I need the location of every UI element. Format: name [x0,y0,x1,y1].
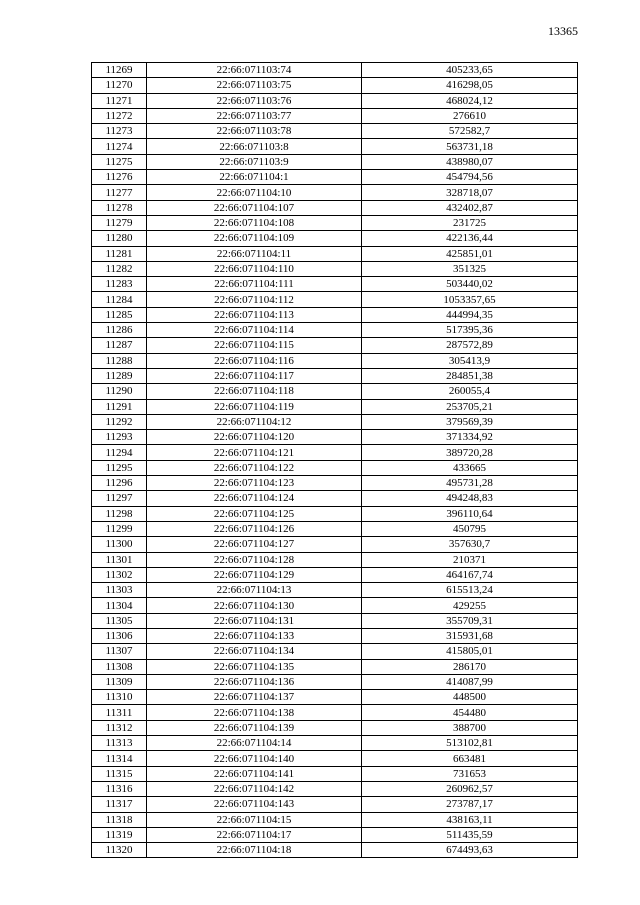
cadastral-value-cell: 351325 [362,261,578,276]
cadastral-value-cell: 287572,89 [362,338,578,353]
table-row [92,506,578,521]
row-number-cell: 11270 [92,78,147,93]
row-number-cell: 11315 [92,766,147,781]
row-number-cell: 11295 [92,460,147,475]
row-number-cell: 11269 [92,63,147,78]
table-row [92,812,578,827]
row-number-cell: 11305 [92,613,147,628]
cadastral-number-cell: 22:66:071103:74 [147,63,362,78]
cadastral-value-cell: 328718,07 [362,185,578,200]
row-number-cell: 11292 [92,414,147,429]
table-row [92,323,578,338]
cadastral-value-cell: 388700 [362,720,578,735]
cadastral-number-cell: 22:66:071104:135 [147,659,362,674]
row-number-cell: 11285 [92,307,147,322]
cadastral-value-cell: 503440,02 [362,277,578,292]
cadastral-number-cell: 22:66:071104:130 [147,598,362,613]
table-row [92,537,578,552]
cadastral-value-cell: 357630,7 [362,537,578,552]
table-row [92,215,578,230]
row-number-cell: 11281 [92,246,147,261]
table-row [92,720,578,735]
cadastral-value-cell: 210371 [362,552,578,567]
cadastral-value-cell: 432402,87 [362,200,578,215]
cadastral-number-cell: 22:66:071104:136 [147,674,362,689]
cadastral-value-cell: 371334,92 [362,430,578,445]
table-row [92,843,578,858]
cadastral-number-cell: 22:66:071104:114 [147,323,362,338]
cadastral-number-cell: 22:66:071104:112 [147,292,362,307]
row-number-cell: 11314 [92,751,147,766]
table-row [92,628,578,643]
table-row [92,231,578,246]
cadastral-value-cell: 433665 [362,460,578,475]
row-number-cell: 11291 [92,399,147,414]
cadastral-number-cell: 22:66:071104:140 [147,751,362,766]
cadastral-value-cell: 1053357,65 [362,292,578,307]
cadastral-value-cell: 468024,12 [362,93,578,108]
row-number-cell: 11317 [92,797,147,812]
cadastral-value-cell: 260962,57 [362,781,578,796]
table-row [92,827,578,842]
cadastral-value-cell: 260055,4 [362,384,578,399]
cadastral-value-cell: 454794,56 [362,170,578,185]
row-number-cell: 11299 [92,521,147,536]
cadastral-number-cell: 22:66:071103:8 [147,139,362,154]
table-row [92,261,578,276]
cadastral-number-cell: 22:66:071104:11 [147,246,362,261]
cadastral-value-cell: 450795 [362,521,578,536]
table-row [92,598,578,613]
table-row [92,93,578,108]
cadastral-value-cell: 494248,83 [362,491,578,506]
cadastral-number-cell: 22:66:071103:76 [147,93,362,108]
row-number-cell: 11283 [92,277,147,292]
row-number-cell: 11280 [92,231,147,246]
table-row [92,246,578,261]
row-number-cell: 11300 [92,537,147,552]
cadastral-number-cell: 22:66:071104:117 [147,368,362,383]
cadastral-number-cell: 22:66:071104:128 [147,552,362,567]
table-row [92,613,578,628]
table-row [92,736,578,751]
row-number-cell: 11274 [92,139,147,154]
cadastral-value-cell: 513102,81 [362,736,578,751]
table-row [92,399,578,414]
table-row [92,63,578,78]
cadastral-value-cell: 286170 [362,659,578,674]
row-number-cell: 11282 [92,261,147,276]
cadastral-number-cell: 22:66:071104:138 [147,705,362,720]
table-row [92,307,578,322]
cadastral-number-cell: 22:66:071104:127 [147,537,362,552]
row-number-cell: 11294 [92,445,147,460]
row-number-cell: 11271 [92,93,147,108]
cadastral-value-cell: 454480 [362,705,578,720]
cadastral-number-cell: 22:66:071104:133 [147,628,362,643]
cadastral-number-cell: 22:66:071104:12 [147,414,362,429]
cadastral-value-cell: 305413,9 [362,353,578,368]
row-number-cell: 11293 [92,430,147,445]
row-number-cell: 11287 [92,338,147,353]
row-number-cell: 11316 [92,781,147,796]
row-number-cell: 11313 [92,736,147,751]
table-row [92,476,578,491]
cadastral-number-cell: 22:66:071103:77 [147,108,362,123]
row-number-cell: 11289 [92,368,147,383]
row-number-cell: 11273 [92,124,147,139]
table-row [92,552,578,567]
table-row [92,338,578,353]
cadastral-value-cell: 415805,01 [362,644,578,659]
cadastral-number-cell: 22:66:071104:119 [147,399,362,414]
cadastral-number-cell: 22:66:071104:107 [147,200,362,215]
table-row [92,277,578,292]
cadastral-number-cell: 22:66:071103:75 [147,78,362,93]
table-row [92,491,578,506]
cadastral-value-cell: 396110,64 [362,506,578,521]
cadastral-value-cell: 425851,01 [362,246,578,261]
table-row [92,521,578,536]
cadastral-value-cell: 444994,35 [362,307,578,322]
table-row [92,170,578,185]
cadastral-number-cell: 22:66:071104:123 [147,476,362,491]
cadastral-number-cell: 22:66:071104:15 [147,812,362,827]
cadastral-number-cell: 22:66:071104:110 [147,261,362,276]
cadastral-number-cell: 22:66:071104:1 [147,170,362,185]
cadastral-value-cell: 231725 [362,215,578,230]
row-number-cell: 11301 [92,552,147,567]
cadastral-number-cell: 22:66:071104:111 [147,277,362,292]
row-number-cell: 11279 [92,215,147,230]
cadastral-value-cell: 663481 [362,751,578,766]
cadastral-number-cell: 22:66:071104:141 [147,766,362,781]
row-number-cell: 11277 [92,185,147,200]
cadastral-number-cell: 22:66:071104:143 [147,797,362,812]
row-number-cell: 11302 [92,567,147,582]
table-row [92,460,578,475]
row-number-cell: 11304 [92,598,147,613]
table-row [92,384,578,399]
cadastral-number-cell: 22:66:071104:14 [147,736,362,751]
cadastral-number-cell: 22:66:071104:125 [147,506,362,521]
row-number-cell: 11320 [92,843,147,858]
cadastral-value-cell: 273787,17 [362,797,578,812]
table-row [92,124,578,139]
table-row [92,781,578,796]
cadastral-number-cell: 22:66:071103:78 [147,124,362,139]
cadastral-value-cell: 276610 [362,108,578,123]
row-number-cell: 11284 [92,292,147,307]
row-number-cell: 11272 [92,108,147,123]
table-row [92,567,578,582]
cadastral-number-cell: 22:66:071104:134 [147,644,362,659]
cadastral-number-cell: 22:66:071104:142 [147,781,362,796]
row-number-cell: 11275 [92,154,147,169]
table-row [92,705,578,720]
cadastral-number-cell: 22:66:071104:118 [147,384,362,399]
row-number-cell: 11303 [92,583,147,598]
table-row [92,766,578,781]
row-number-cell: 11311 [92,705,147,720]
row-number-cell: 11310 [92,690,147,705]
table-row [92,674,578,689]
row-number-cell: 11308 [92,659,147,674]
cadastral-number-cell: 22:66:071104:124 [147,491,362,506]
row-number-cell: 11278 [92,200,147,215]
row-number-cell: 11307 [92,644,147,659]
cadastral-value-cell: 429255 [362,598,578,613]
cadastral-number-cell: 22:66:071104:116 [147,353,362,368]
cadastral-number-cell: 22:66:071104:122 [147,460,362,475]
cadastral-value-cell: 572582,7 [362,124,578,139]
table-row [92,353,578,368]
row-number-cell: 11319 [92,827,147,842]
cadastral-value-cell: 405233,65 [362,63,578,78]
cadastral-value-cell: 355709,31 [362,613,578,628]
cadastral-number-cell: 22:66:071104:126 [147,521,362,536]
cadastral-number-cell: 22:66:071104:10 [147,185,362,200]
cadastral-value-cell: 422136,44 [362,231,578,246]
cadastral-number-cell: 22:66:071104:120 [147,430,362,445]
cadastral-value-cell: 438163,11 [362,812,578,827]
cadastral-number-cell: 22:66:071104:108 [147,215,362,230]
cadastral-value-cell: 511435,59 [362,827,578,842]
row-number-cell: 11318 [92,812,147,827]
cadastral-value-cell: 284851,38 [362,368,578,383]
cadastral-value-cell: 495731,28 [362,476,578,491]
row-number-cell: 11298 [92,506,147,521]
row-number-cell: 11309 [92,674,147,689]
cadastral-value-cell: 253705,21 [362,399,578,414]
table-row [92,185,578,200]
row-number-cell: 11306 [92,628,147,643]
cadastral-value-cell: 438980,07 [362,154,578,169]
cadastral-value-cell: 615513,24 [362,583,578,598]
page-number: 13365 [548,24,578,38]
row-number-cell: 11286 [92,323,147,338]
row-number-cell: 11290 [92,384,147,399]
cadastral-value-cell: 379569,39 [362,414,578,429]
cadastral-value-cell: 389720,28 [362,445,578,460]
row-number-cell: 11276 [92,170,147,185]
cadastral-number-cell: 22:66:071104:17 [147,827,362,842]
cadastral-value-table [91,62,578,858]
table-row [92,292,578,307]
row-number-cell: 11312 [92,720,147,735]
cadastral-number-cell: 22:66:071104:137 [147,690,362,705]
table-row [92,644,578,659]
cadastral-number-cell: 22:66:071104:139 [147,720,362,735]
cadastral-value-cell: 563731,18 [362,139,578,154]
row-number-cell: 11296 [92,476,147,491]
table-row [92,430,578,445]
row-number-cell: 11297 [92,491,147,506]
cadastral-number-cell: 22:66:071104:129 [147,567,362,582]
table-row [92,690,578,705]
cadastral-value-cell: 414087,99 [362,674,578,689]
cadastral-value-cell: 517395,36 [362,323,578,338]
table-row [92,659,578,674]
table-body [92,63,578,858]
table-row [92,154,578,169]
table-row [92,751,578,766]
cadastral-number-cell: 22:66:071104:18 [147,843,362,858]
table-row [92,368,578,383]
table-row [92,583,578,598]
table-row [92,108,578,123]
table-row [92,797,578,812]
cadastral-value-cell: 416298,05 [362,78,578,93]
cadastral-number-cell: 22:66:071104:113 [147,307,362,322]
table-row [92,445,578,460]
row-number-cell: 11288 [92,353,147,368]
cadastral-value-cell: 731653 [362,766,578,781]
cadastral-value-cell: 464167,74 [362,567,578,582]
cadastral-number-cell: 22:66:071104:121 [147,445,362,460]
table-row [92,139,578,154]
table-row [92,78,578,93]
cadastral-number-cell: 22:66:071104:115 [147,338,362,353]
cadastral-number-cell: 22:66:071104:131 [147,613,362,628]
cadastral-value-cell: 448500 [362,690,578,705]
cadastral-value-cell: 674493,63 [362,843,578,858]
cadastral-number-cell: 22:66:071103:9 [147,154,362,169]
cadastral-value-cell: 315931,68 [362,628,578,643]
table-row [92,414,578,429]
cadastral-number-cell: 22:66:071104:109 [147,231,362,246]
table-row [92,200,578,215]
cadastral-number-cell: 22:66:071104:13 [147,583,362,598]
